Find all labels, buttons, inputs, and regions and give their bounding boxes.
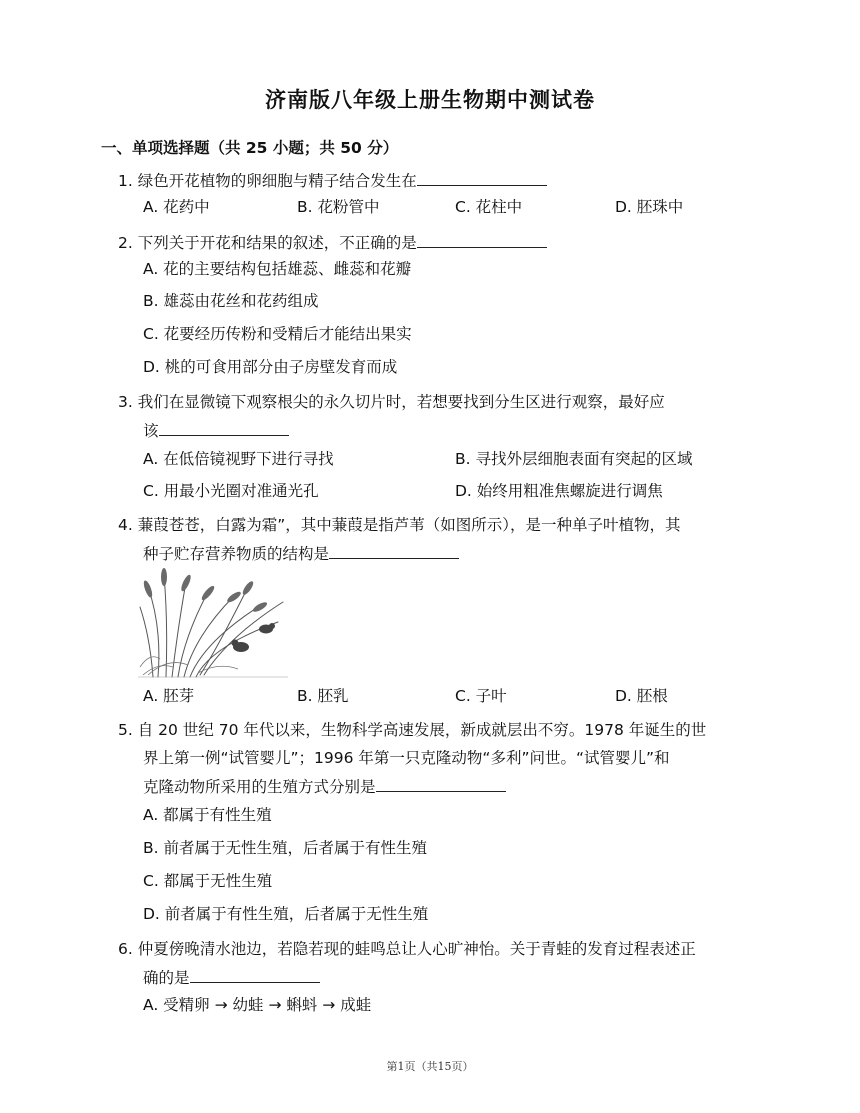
reed-illustration [138, 567, 288, 679]
option-b: B. 胚乳 [297, 687, 349, 705]
option-d: D. 桃的可食用部分由子房壁发育而成 [143, 358, 398, 376]
answer-blank [417, 231, 547, 248]
page-footer: 第1页（共15页） [386, 1060, 474, 1073]
answer-blank [417, 169, 547, 186]
option-a: A. 花的主要结构包括雄蕊、雌蕊和花瓣 [143, 260, 412, 278]
answer-blank [376, 775, 506, 792]
option-b: B. 寻找外层细胞表面有突起的区域 [455, 450, 693, 468]
answer-blank [190, 966, 320, 983]
question-text: 仲夏傍晚清水池边，若隐若现的蛙鸣总让人心旷神怡。关于青蛙的发育过程表述正 [137, 940, 696, 958]
option-b: B. 雄蕊由花丝和花药组成 [143, 292, 319, 310]
question-text: 自 20 世纪 70 年代以来，生物科学高速发展，新成就层出不穷。1978 年诞生的世 [137, 721, 707, 739]
question-text: 绿色开花植物的卵细胞与精子结合发生在 [137, 172, 417, 190]
question-4-cont: 种子贮存营养物质的结构是 [143, 542, 459, 565]
question-3: 3. 我们在显微镜下观察根尖的永久切片时，若想要找到分生区进行观察，最好应 [118, 393, 665, 411]
option-a: A. 花药中 [143, 198, 210, 216]
question-6-cont: 确的是 [143, 966, 320, 989]
option-a: A. 在低倍镜视野下进行寻找 [143, 450, 334, 468]
option-a: A. 胚芽 [143, 687, 195, 705]
option-d: D. 始终用粗准焦螺旋进行调焦 [455, 482, 663, 500]
option-c: C. 都属于无性生殖 [143, 872, 273, 890]
section-heading: 一、单项选择题（共 25 小题；共 50 分） [101, 139, 399, 157]
answer-blank [329, 542, 459, 559]
option-c: C. 花柱中 [455, 198, 523, 216]
option-c: C. 子叶 [455, 687, 507, 705]
option-d: D. 胚根 [615, 687, 668, 705]
question-6: 6. 仲夏傍晚清水池边，若隐若现的蛙鸣总让人心旷神怡。关于青蛙的发育过程表述正 [118, 940, 696, 958]
option-b: B. 花粉管中 [297, 198, 380, 216]
answer-blank [159, 419, 289, 436]
question-4: 4. 蒹葭苍苍，白露为霜”，其中蒹葭是指芦苇（如图所示），是一种单子叶植物，其 [118, 516, 681, 534]
question-5-cont: 界上第一例“试管婴儿”；1996 年第一只克隆动物“多利”问世。“试管婴儿”和 [143, 749, 670, 767]
question-5: 5. 自 20 世纪 70 年代以来，生物科学高速发展，新成就层出不穷。1978 年诞生的世 [118, 721, 707, 739]
option-c: C. 花要经历传粉和受精后才能结出果实 [143, 325, 412, 343]
option-a: A. 受精卵 → 幼蛙 → 蝌蚪 → 成蛙 [143, 996, 372, 1014]
page-title: 济南版八年级上册生物期中测试卷 [265, 87, 595, 112]
option-d: D. 前者属于有性生殖，后者属于无性生殖 [143, 905, 429, 923]
question-text: 下列关于开花和结果的叙述，不正确的是 [137, 234, 417, 252]
question-3-cont: 该 [143, 419, 289, 442]
option-a: A. 都属于有性生殖 [143, 806, 272, 824]
question-1: 1. 绿色开花植物的卵细胞与精子结合发生在 [118, 169, 547, 192]
question-text: 蒹葭苍苍，白露为霜”，其中蒹葭是指芦苇（如图所示），是一种单子叶植物，其 [137, 516, 681, 534]
option-c: C. 用最小光圈对准通光孔 [143, 482, 319, 500]
option-d: D. 胚珠中 [615, 198, 684, 216]
question-5-cont2: 克隆动物所采用的生殖方式分别是 [143, 775, 506, 798]
question-text: 我们在显微镜下观察根尖的永久切片时，若想要找到分生区进行观察，最好应 [137, 393, 665, 411]
question-2: 2. 下列关于开花和结果的叙述，不正确的是 [118, 231, 547, 254]
option-b: B. 前者属于无性生殖，后者属于有性生殖 [143, 839, 427, 857]
